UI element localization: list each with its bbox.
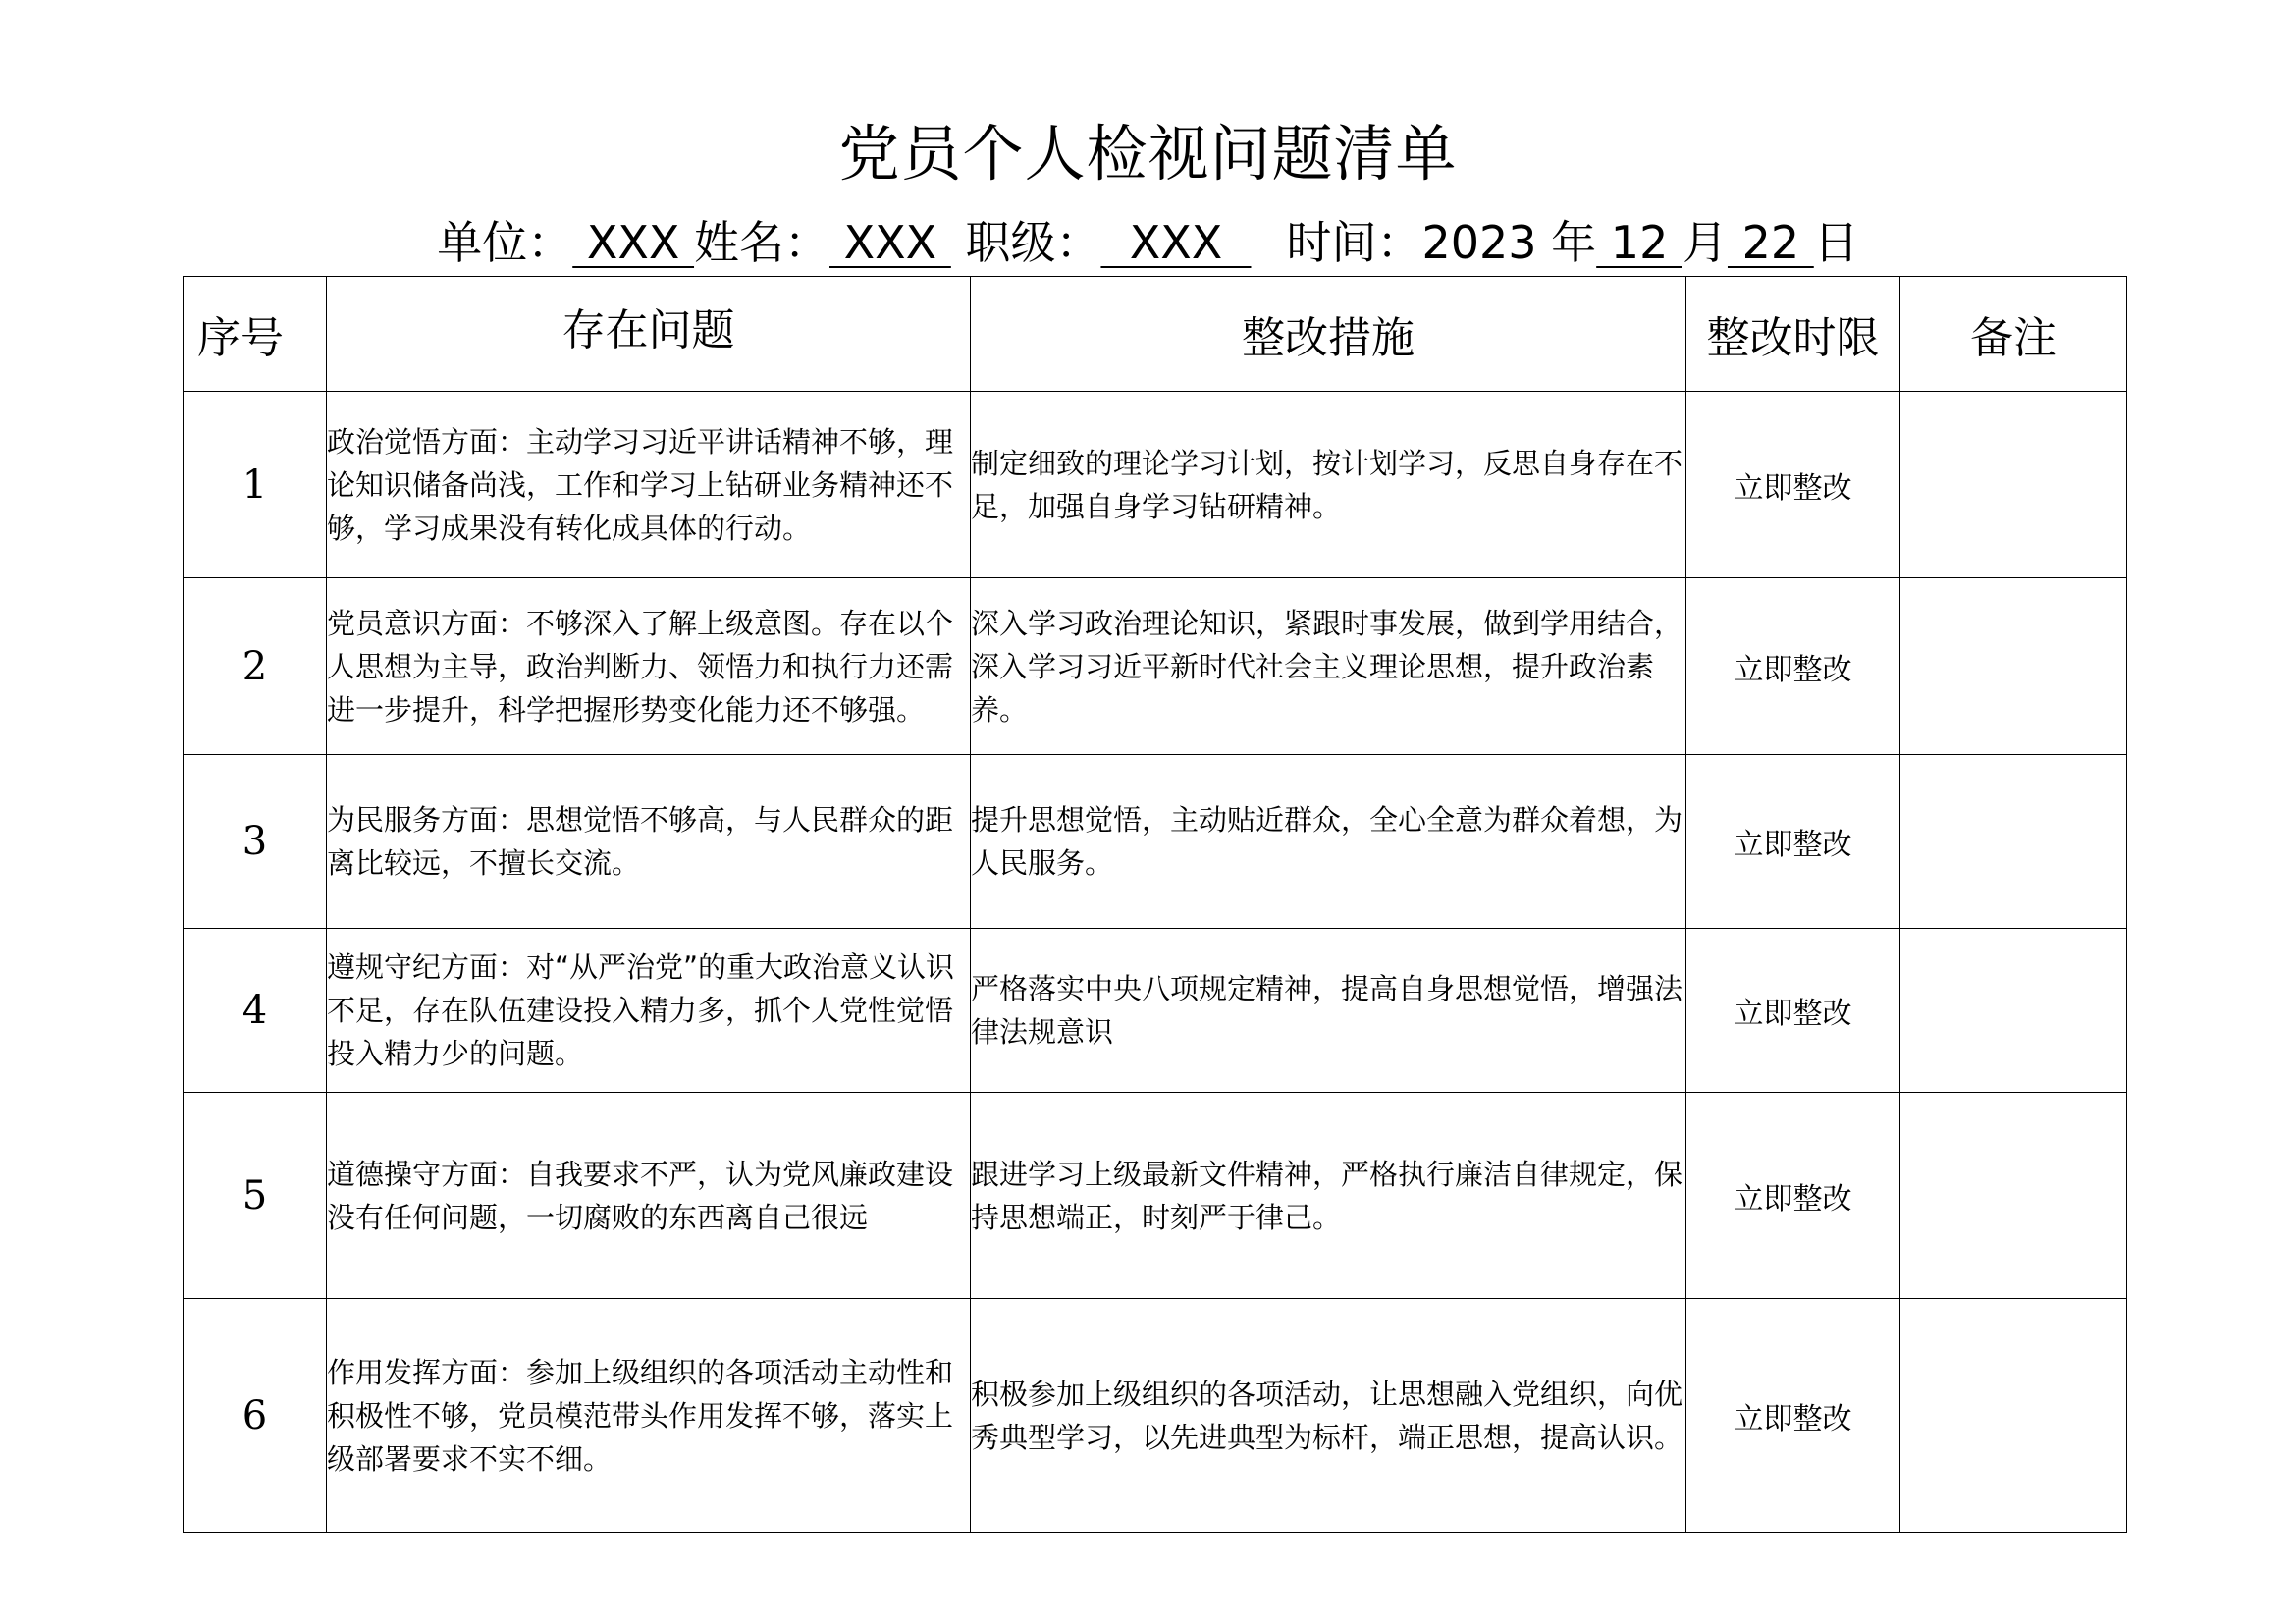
problem-list-table: [183, 276, 2127, 1533]
row-problem: 为民服务方面：思想觉悟不够高，与人民群众的距离比较远，不擅长交流。: [327, 755, 971, 929]
month-label: 月: [1682, 216, 1728, 269]
row-deadline: 立即整改: [1686, 578, 1900, 755]
table-row: [184, 578, 2127, 755]
row-index: 4: [184, 929, 327, 1093]
table-row: [184, 1093, 2127, 1299]
document-meta-line: [0, 208, 2296, 277]
row-deadline: 立即整改: [1686, 755, 1900, 929]
row-index: 6: [184, 1299, 327, 1533]
table-row: [184, 1299, 2127, 1533]
rank-value: XXX: [1100, 216, 1252, 269]
table-row: [184, 755, 2127, 929]
row-measure: 严格落实中央八项规定精神，提高自身思想觉悟，增强法律法规意识: [971, 929, 1686, 1093]
name-label: 姓名：: [694, 216, 830, 269]
header-problem: 存在问题: [327, 277, 971, 392]
row-note: [1900, 929, 2127, 1093]
day-label: 日: [1813, 216, 1859, 269]
row-note: [1900, 755, 2127, 929]
time-label: 时间：2023 年: [1286, 216, 1597, 269]
row-measure: 跟进学习上级最新文件精神，严格执行廉洁自律规定，保持思想端正，时刻严于律己。: [971, 1093, 1686, 1299]
table-row: [184, 392, 2127, 578]
row-index: 5: [184, 1093, 327, 1299]
row-measure: 提升思想觉悟，主动贴近群众，全心全意为群众着想，为人民服务。: [971, 755, 1686, 929]
row-deadline: 立即整改: [1686, 392, 1900, 578]
row-problem: 政治觉悟方面：主动学习习近平讲话精神不够，理论知识储备尚浅，工作和学习上钻研业务精神还不够，学习成果没有转化成具体的行动。: [327, 392, 971, 578]
row-measure: 深入学习政治理论知识，紧跟时事发展，做到学用结合，深入学习习近平新时代社会主义理论思想，提升政治素养。: [971, 578, 1686, 755]
unit-label: 单位：: [437, 216, 573, 269]
row-index: 3: [184, 755, 327, 929]
row-measure: 积极参加上级组织的各项活动，让思想融入党组织，向优秀典型学习，以先进典型为标杆，端正思想，提高认识。: [971, 1299, 1686, 1533]
name-value: XXX: [829, 216, 951, 269]
row-note: [1900, 578, 2127, 755]
row-index: 2: [184, 578, 327, 755]
row-note: [1900, 1093, 2127, 1299]
header-note: 备注: [1900, 277, 2127, 392]
day-value: 22: [1727, 216, 1814, 269]
document-title: 党员个人检视问题清单: [838, 118, 1458, 189]
table-header-row: [184, 277, 2127, 392]
row-note: [1900, 1299, 2127, 1533]
row-problem: 道德操守方面：自我要求不严，认为党风廉政建设没有任何问题，一切腐败的东西离自己很远: [327, 1093, 971, 1299]
row-note: [1900, 392, 2127, 578]
rank-label: 职级：: [965, 216, 1101, 269]
row-problem: 遵规守纪方面：对“从严治党”的重大政治意义认识不足，存在队伍建设投入精力多，抓个人党性觉悟投入精力少的问题。: [327, 929, 971, 1093]
month-value: 12: [1596, 216, 1682, 269]
header-index: 序号: [184, 277, 327, 392]
row-index: 1: [184, 392, 327, 578]
header-measure: 整改措施: [971, 277, 1686, 392]
row-problem: 作用发挥方面：参加上级组织的各项活动主动性和积极性不够，党员模范带头作用发挥不够，落实上级部署要求不实不细。: [327, 1299, 971, 1533]
table-row: [184, 929, 2127, 1093]
unit-value: XXX: [572, 216, 695, 269]
row-measure: 制定细致的理论学习计划，按计划学习，反思自身存在不足，加强自身学习钻研精神。: [971, 392, 1686, 578]
row-deadline: 立即整改: [1686, 1299, 1900, 1533]
row-deadline: 立即整改: [1686, 929, 1900, 1093]
header-deadline: 整改时限: [1686, 277, 1900, 392]
row-deadline: 立即整改: [1686, 1093, 1900, 1299]
row-problem: 党员意识方面：不够深入了解上级意图。存在以个人思想为主导，政治判断力、领悟力和执行力还需进一步提升，科学把握形势变化能力还不够强。: [327, 578, 971, 755]
